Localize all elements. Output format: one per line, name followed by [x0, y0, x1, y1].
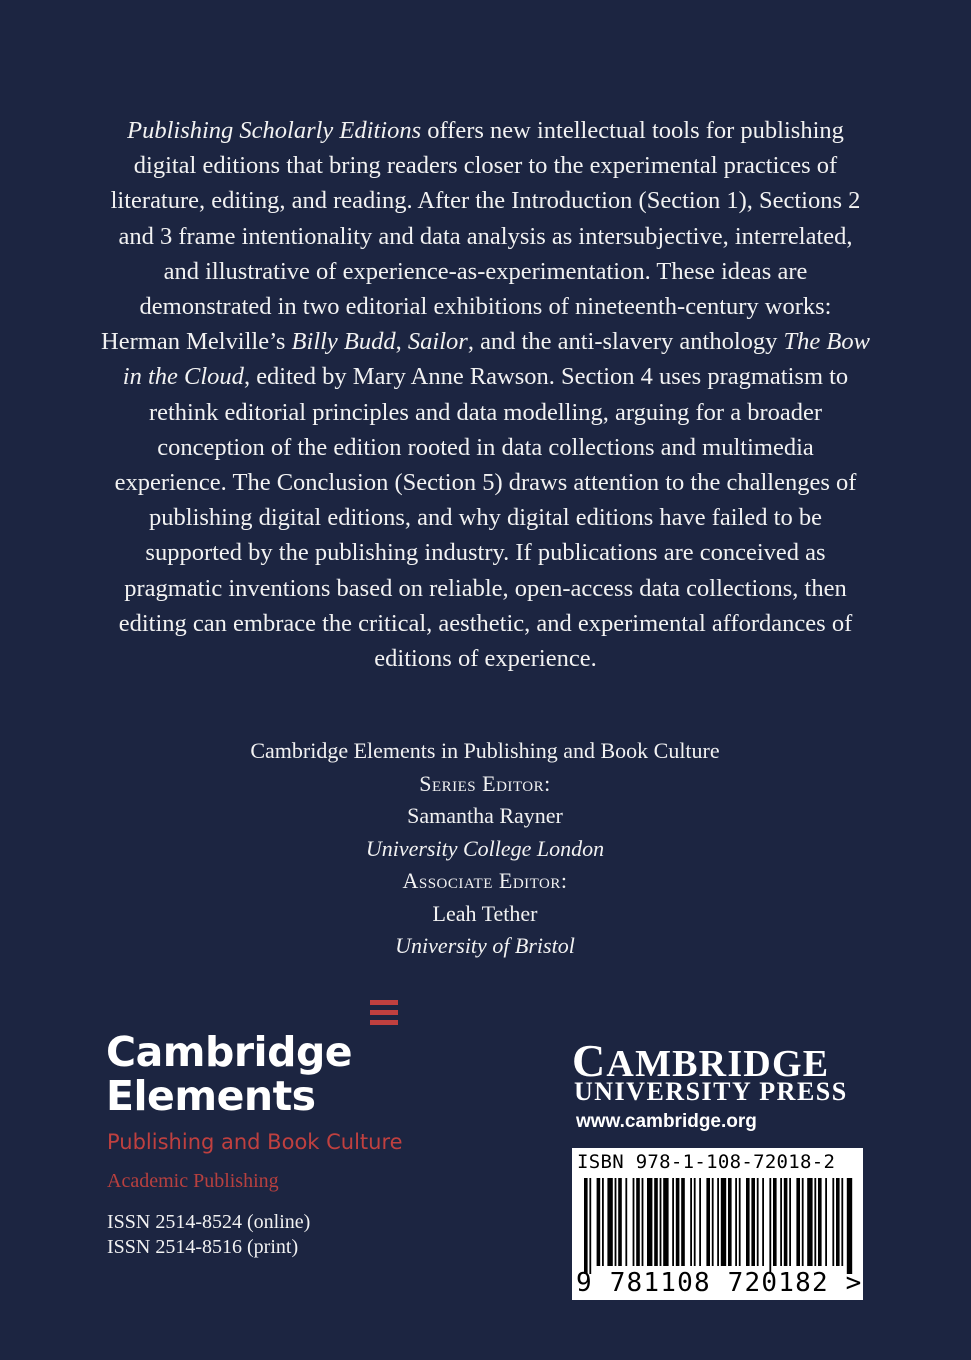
- barcode-bar: [762, 1178, 764, 1266]
- barcode-bar: [654, 1178, 658, 1266]
- barcode-bar: [746, 1178, 750, 1266]
- barcode-bar: [690, 1178, 692, 1266]
- barcode-bar: [618, 1178, 622, 1266]
- elements-logo: [106, 1030, 352, 1118]
- barcode-bar: [636, 1178, 640, 1266]
- barcode-bar: [676, 1178, 680, 1266]
- barcode-digits: 9 781108 720182 >: [576, 1268, 863, 1298]
- blurb-title-billy-budd: Billy Budd: [291, 328, 396, 356]
- blurb-book-title: Publishing Scholarly Editions: [127, 117, 422, 144]
- publisher-subname: UNIVERSITY PRESS: [574, 1077, 848, 1106]
- series-editor-affiliation: University College London: [365, 835, 605, 861]
- barcode-bar: [769, 1178, 771, 1274]
- publisher-name-cap: C: [572, 1035, 607, 1086]
- elements-logo-line2: Elements: [106, 1072, 316, 1120]
- publisher-name-rest: AMBRIDGE: [606, 1043, 830, 1085]
- barcode-bar: [647, 1178, 652, 1266]
- barcode-bar: [818, 1178, 822, 1266]
- barcode-bar: [773, 1178, 777, 1266]
- barcode-bar: [584, 1178, 588, 1274]
- barcode-bar: [721, 1178, 726, 1266]
- barcode-bar: [728, 1178, 732, 1266]
- series-editor-name: Samantha Rayner: [407, 803, 563, 828]
- barcode-bar: [712, 1178, 714, 1266]
- barcode-bar: [784, 1178, 788, 1266]
- barcode-bar: [814, 1178, 816, 1266]
- barcode-bar: [672, 1178, 674, 1266]
- barcode-bar: [807, 1178, 812, 1266]
- barcode-bar: [633, 1178, 635, 1266]
- barcode-bar: [663, 1178, 668, 1266]
- barcode-bar: [841, 1178, 843, 1266]
- series-editor-label: Series Editor:: [419, 770, 551, 796]
- barcode-bar: [642, 1178, 644, 1266]
- blurb-title-bow-in-cloud: The Bow in the Cloud: [122, 328, 870, 391]
- barcode-bar: [751, 1178, 755, 1266]
- barcode-bar: [735, 1178, 737, 1266]
- publisher-url: www.cambridge.org: [576, 1111, 757, 1132]
- barcode-bar: [796, 1178, 800, 1266]
- elements-subtitle: Publishing and Book Culture: [107, 1130, 403, 1154]
- issn-print: ISSN 2514-8516 (print): [107, 1236, 299, 1258]
- barcode-bar: [789, 1178, 791, 1266]
- barcode-bar: [694, 1178, 696, 1266]
- barcode-bar: [825, 1178, 827, 1266]
- barcode-bar: [602, 1178, 604, 1266]
- blurb-text: , and the anti-slavery anthology: [467, 328, 784, 356]
- barcode-bar: [589, 1178, 591, 1274]
- barcode-bar: [739, 1178, 741, 1266]
- associate-editor-label: Associate Editor:: [402, 868, 568, 893]
- barcode-bar: [836, 1178, 840, 1266]
- isbn-text: ISBN 978-1-108-72018-2: [577, 1151, 836, 1173]
- elements-section: Academic Publishing: [107, 1170, 279, 1192]
- blurb-text: , edited by Mary Anne Rawson. Section 4 uses pragmatism to rethink editorial principles and data modelling, arguing for a broader conception of the edition rooted in data collections and multimedia experience. The Conclusion (Section 5) draws attention to the challenges of publishing digital editions, and why digital editions have failed to be supported by the publishing industry. If publications are conceived as pragmatic inventions based on reliable, open-access data collections, then editing can embrace the critical, aesthetic, and experimental affordances of editions of experience.: [114, 363, 857, 673]
- elements-logo-line1: Cambridge: [106, 1028, 353, 1076]
- barcode-bar: [607, 1178, 612, 1266]
- series-name: Cambridge Elements in Publishing and Book Culture: [250, 738, 720, 763]
- barcode-bar: [625, 1178, 627, 1266]
- barcode-bar: [699, 1178, 701, 1266]
- blurb-text: ,: [395, 328, 408, 356]
- elements-logo-mark-icon: [370, 1000, 398, 1030]
- barcode-bar: [757, 1178, 759, 1266]
- back-cover-blurb: [100, 113, 871, 676]
- barcode: [572, 1148, 863, 1300]
- barcode-bar: [597, 1178, 601, 1266]
- barcode-bar: [706, 1178, 710, 1266]
- associate-editor-name: Leah Tether: [432, 900, 538, 926]
- barcode-bar: [780, 1178, 782, 1266]
- blurb-title-sailor: Sailor: [407, 328, 468, 356]
- barcode-bar: [832, 1178, 834, 1266]
- issn-online: ISSN 2514-8524 (online): [107, 1211, 311, 1233]
- barcode-bar: [717, 1178, 719, 1266]
- barcode-bar: [802, 1178, 804, 1266]
- series-info: [185, 735, 785, 963]
- barcode-bar: [660, 1178, 662, 1266]
- barcode-bar: [681, 1178, 685, 1266]
- associate-editor-affiliation: University of Bristol: [395, 933, 575, 958]
- barcode-bar: [615, 1178, 617, 1266]
- issn-block: [107, 1210, 310, 1260]
- blurb-text: offers new intellectual tools for publishing digital editions that bring readers closer to the experimental practices of literature, editing, and reading. After the Introduction (Section 1), Sections 2 and 3 frame intentionality and data analysis as intersubjective, interrelated, and illustrative of experience-as-experimentation. These ideas are demonstrated in two editorial exhibitions of nineteenth-century works: Herman Melville’s: [101, 117, 861, 356]
- barcode-bar: [847, 1178, 852, 1274]
